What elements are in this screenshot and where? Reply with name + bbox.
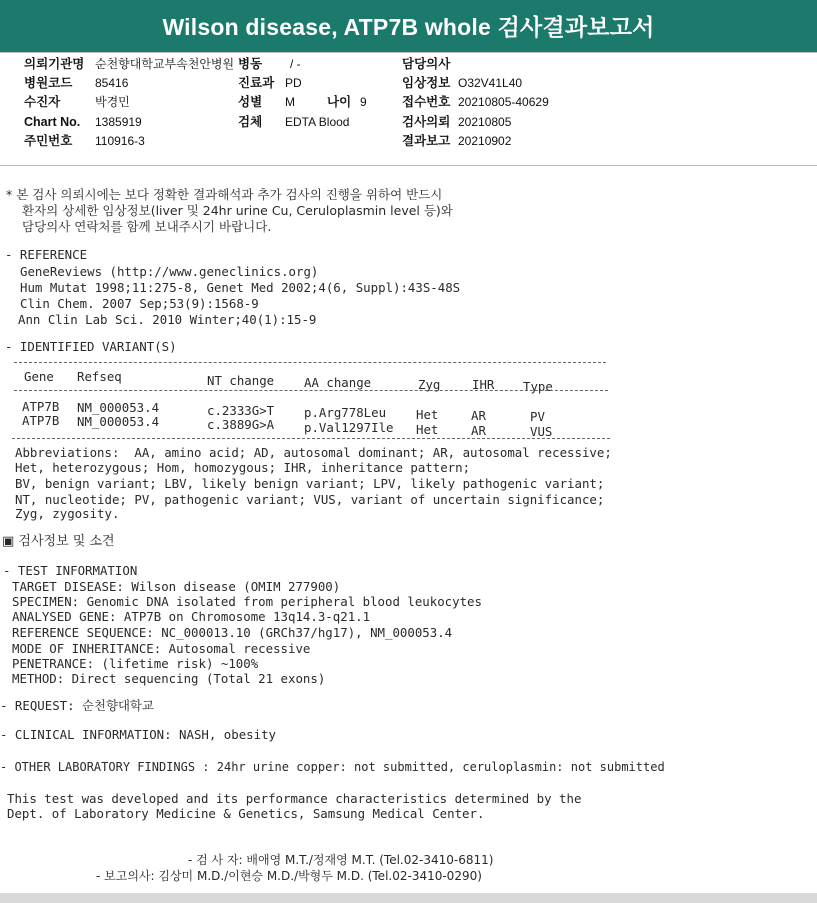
table-cell: NM_000053.4 <box>77 400 160 415</box>
tester-signature-line: - 검 사 자: 배애영 M.T./정재영 M.T. (Tel.02-3410-6811) <box>188 853 494 867</box>
column-header-refseq: Refseq <box>77 369 122 384</box>
hospital-code-label: 병원코드 <box>24 76 73 90</box>
test-info-line: PENETRANCE: (lifetime risk) ~100% <box>12 656 259 671</box>
ward-label: 병동 <box>238 57 263 71</box>
notice-line: 환자의 상세한 임상정보(liver 및 24hr urine Cu, Ceruloplasmin level 등)와 <box>22 203 453 218</box>
table-cell: p.Arg778Leu <box>304 405 387 420</box>
reference-item: Ann Clin Lab Sci. 2010 Winter;40(1):15-9 <box>18 312 317 327</box>
dept-label: 진료과 <box>238 76 275 90</box>
header-row-3 <box>0 93 817 112</box>
table-cell: AR <box>471 408 486 423</box>
reference-item: Clin Chem. 2007 Sep;53(9):1568-9 <box>20 296 259 311</box>
abbreviation-line: Abbreviations: AA, amino acid; AD, autosomal dominant; AR, autosomal recessive; <box>15 445 612 460</box>
other-lab-line: - OTHER LABORATORY FINDINGS : 24hr urine copper: not submitted, ceruloplasmin: not submitted <box>0 760 665 774</box>
table-top-rule <box>14 362 606 363</box>
receipt-label: 접수번호 <box>402 95 451 109</box>
age-label: 나이 <box>327 95 352 109</box>
abbreviation-line: Het, heterozygous; Hom, homozygous; IHR, inheritance pattern; <box>15 460 471 475</box>
header-row-4 <box>0 113 817 132</box>
reference-heading: - REFERENCE <box>5 247 88 262</box>
table-cell: ATP7B <box>22 399 60 414</box>
id-value: 110916-3 <box>95 134 145 148</box>
receipt-value: 20210805-40629 <box>458 95 549 109</box>
clinical-label: 임상정보 <box>402 76 451 90</box>
sex-value: M <box>285 95 295 109</box>
chart-value: 1385919 <box>95 115 142 129</box>
test-info-heading: - TEST INFORMATION <box>3 563 138 578</box>
request-date-value: 20210805 <box>458 115 512 129</box>
age-value: 9 <box>360 95 367 109</box>
report-header <box>0 52 817 164</box>
institution-label: 의뢰기관명 <box>24 57 85 71</box>
hospital-code-value: 85416 <box>95 76 129 90</box>
column-header-nt-change: NT change <box>207 373 275 388</box>
institution-value: 순천향대학교부속천안병원 <box>95 57 235 71</box>
header-row-1 <box>0 55 817 74</box>
notice-line: 담당의사 연락처를 함께 보내주시기 바랍니다. <box>22 219 272 234</box>
scanned-report-body <box>0 170 817 893</box>
table-cell: VUS <box>530 424 553 439</box>
patient-label: 수진자 <box>24 95 61 109</box>
bottom-strip <box>0 893 817 903</box>
test-info-line: TARGET DISEASE: Wilson disease (OMIM 277900) <box>12 579 341 594</box>
column-header-gene: Gene <box>24 369 54 384</box>
table-cell: ATP7B <box>22 413 60 428</box>
clinical-info-line: - CLINICAL INFORMATION: NASH, obesity <box>0 727 277 742</box>
table-cell: Het <box>416 422 439 437</box>
header-row-5 <box>0 132 817 151</box>
table-cell: NM_000053.4 <box>77 414 160 429</box>
column-header-type: Type <box>523 379 553 394</box>
disclaimer-line: Dept. of Laboratory Medicine & Genetics, Samsung Medical Center. <box>7 806 485 821</box>
test-info-line: METHOD: Direct sequencing (Total 21 exons) <box>12 671 326 686</box>
table-bottom-rule <box>12 438 610 439</box>
notice-line: * 본 검사 의뢰시에는 보다 정확한 결과해석과 추가 검사의 진행을 위하여 반드시 <box>6 187 443 202</box>
abbreviation-line: BV, benign variant; LBV, likely benign variant; LPV, likely pathogenic variant; <box>15 476 605 491</box>
test-info-line: SPECIMEN: Genomic DNA isolated from peripheral blood leukocytes <box>12 594 482 609</box>
report-date-label: 결과보고 <box>402 134 451 148</box>
column-header-ihr: IHR <box>472 377 495 392</box>
findings-heading: ▣ 검사정보 및 소견 <box>2 534 115 549</box>
reference-item: GeneReviews (http://www.geneclinics.org) <box>20 264 319 279</box>
table-cell: p.Val1297Ile <box>304 420 394 435</box>
specimen-value: EDTA Blood <box>285 115 350 129</box>
table-cell: AR <box>471 423 486 438</box>
test-info-line: ANALYSED GENE: ATP7B on Chromosome 13q14.3-q21.1 <box>12 609 371 624</box>
report-date-value: 20210902 <box>458 134 512 148</box>
column-header-aa-change: AA change <box>304 375 372 390</box>
table-cell: c.3889G>A <box>207 417 275 432</box>
header-row-2 <box>0 74 817 93</box>
header-bottom-divider <box>0 165 817 166</box>
column-header-zyg: Zyg <box>418 377 441 392</box>
reporter-signature-line: - 보고의사: 김상미 M.D./이현승 M.D./박형두 M.D. (Tel.02-3410-0290) <box>96 869 482 883</box>
clinical-value: O32V41L40 <box>458 76 523 90</box>
abbreviation-line: NT, nucleotide; PV, pathogenic variant; VUS, variant of uncertain significance; <box>15 492 605 507</box>
test-info-line: MODE OF INHERITANCE: Autosomal recessive <box>12 641 311 656</box>
test-info-line: REFERENCE SEQUENCE: NC_000013.10 (GRCh37/hg17), NM_000053.4 <box>12 625 453 640</box>
id-label: 주민번호 <box>24 134 73 148</box>
request-date-label: 검사의뢰 <box>402 115 451 129</box>
chart-label: Chart No. <box>24 115 81 129</box>
sex-label: 성별 <box>238 95 263 109</box>
doctor-label: 담당의사 <box>402 57 451 71</box>
specimen-label: 검체 <box>238 115 263 129</box>
disclaimer-line: This test was developed and its performance characteristics determined by the <box>7 791 582 806</box>
table-cell: Het <box>416 407 439 422</box>
dept-value: PD <box>285 76 302 90</box>
request-line: - REQUEST: 순천향대학교 <box>0 698 154 713</box>
report-title: Wilson disease, ATP7B whole 검사결과보고서 <box>0 0 817 52</box>
table-cell: PV <box>530 409 545 424</box>
ward-value: / - <box>290 57 301 71</box>
patient-value: 박경민 <box>95 95 130 109</box>
table-header-rule <box>14 390 608 391</box>
reference-item: Hum Mutat 1998;11:275-8, Genet Med 2002;4(6, Suppl):43S-48S <box>20 280 461 295</box>
abbreviation-line: Zyg, zygosity. <box>15 506 120 521</box>
variants-heading: - IDENTIFIED VARIANT(S) <box>5 339 177 354</box>
table-cell: c.2333G>T <box>207 403 275 418</box>
